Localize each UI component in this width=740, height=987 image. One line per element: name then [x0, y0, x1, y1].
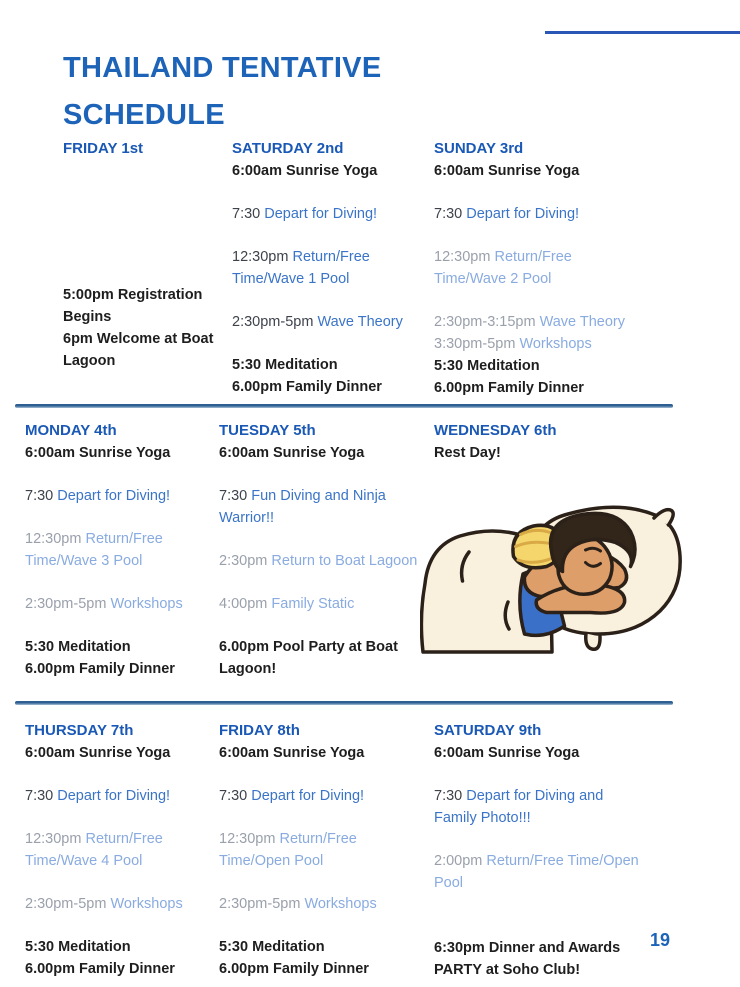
schedule-entry	[434, 311, 639, 333]
schedule-entry	[434, 442, 696, 464]
entry-time: 3:30pm-5pm	[434, 336, 516, 352]
entry-activity: Depart for Diving!	[57, 488, 171, 504]
schedule-entry	[219, 742, 415, 764]
day-header: FRIDAY 8th	[219, 722, 300, 739]
schedule-entry	[434, 246, 639, 290]
entry-time: 12:30pm	[219, 831, 276, 847]
schedule-entry	[25, 742, 217, 764]
entry-time: 2:30pm-5pm	[219, 896, 301, 912]
schedule-entry	[25, 485, 217, 507]
day-header: SUNDAY 3rd	[434, 140, 524, 157]
entry-time: 2:30pm-5pm	[25, 596, 107, 612]
entry-activity: Family Dinner	[273, 961, 369, 977]
entry-time: 5:00pm	[63, 287, 114, 303]
day-friday-1st	[63, 138, 228, 372]
schedule-entry	[25, 658, 217, 680]
entry-time: 6:00am	[219, 445, 269, 461]
entry-time: 6:00am	[25, 745, 75, 761]
entry-activity: Welcome at Boat Lagoon	[63, 331, 214, 369]
entry-activity: Family Dinner	[79, 661, 175, 677]
schedule-entry	[219, 828, 415, 872]
day-thursday-7th	[25, 720, 217, 980]
entry-time: 6:30pm	[434, 940, 485, 956]
entry-activity: Pool Party at Boat Lagoon!	[219, 639, 398, 677]
entry-activity: Sunrise Yoga	[273, 745, 365, 761]
entry-activity: Wave Theory	[317, 314, 403, 330]
day-entries	[434, 160, 639, 399]
entry-time: 2:00pm	[434, 853, 483, 869]
day-header: SATURDAY 2nd	[232, 140, 344, 157]
schedule-entry	[25, 828, 217, 872]
entry-time: 7:30	[219, 788, 248, 804]
schedule-entry	[25, 593, 217, 615]
schedule-entry	[25, 893, 217, 915]
schedule-entry	[25, 636, 217, 658]
schedule-entry	[232, 203, 428, 225]
row-divider	[15, 701, 673, 705]
schedule-entry	[219, 785, 415, 807]
entry-activity: Sunrise Yoga	[79, 745, 171, 761]
entry-time: 6.00pm	[219, 961, 269, 977]
day-friday-8th	[219, 720, 415, 980]
entry-activity: Meditation	[252, 939, 325, 955]
schedule-entry	[219, 893, 415, 915]
day-saturday-9th	[434, 720, 646, 981]
schedule-entry	[25, 528, 217, 572]
day-sunday-3rd	[434, 138, 639, 399]
entry-activity: Meditation	[58, 639, 131, 655]
schedule-entry	[25, 442, 217, 464]
entry-activity: Fun Diving and Ninja Warrior!!	[219, 488, 386, 526]
entry-time: 2:30pm-5pm	[25, 896, 107, 912]
entry-time: 6.00pm	[434, 380, 484, 396]
entry-activity: Sunrise Yoga	[488, 163, 580, 179]
entry-activity: Family Dinner	[488, 380, 584, 396]
entry-activity: Sunrise Yoga	[488, 745, 580, 761]
entry-time: 4:00pm	[219, 596, 268, 612]
schedule-entry	[232, 246, 428, 290]
day-entries	[434, 442, 696, 464]
entry-time: 7:30	[219, 488, 248, 504]
day-header: THURSDAY 7th	[25, 722, 134, 739]
schedule-entry	[219, 485, 423, 529]
day-wednesday-6th	[434, 420, 696, 656]
entry-time: 6.00pm	[219, 639, 269, 655]
entry-activity: Rest Day!	[434, 445, 501, 461]
entry-activity: Sunrise Yoga	[273, 445, 365, 461]
entry-activity: Return/Free Time/Open Pool	[219, 831, 357, 869]
sleeping-person-illustration	[420, 476, 690, 656]
day-header: SATURDAY 9th	[434, 722, 542, 739]
day-header: MONDAY 4th	[25, 422, 117, 439]
schedule-entry	[434, 785, 646, 829]
day-header: FRIDAY 1st	[63, 140, 144, 157]
entry-time: 6.00pm	[232, 379, 282, 395]
entry-activity: Depart for Diving!	[251, 788, 365, 804]
schedule-entry	[434, 377, 639, 399]
entry-time: 7:30	[434, 788, 463, 804]
day-header: TUESDAY 5th	[219, 422, 316, 439]
entry-activity: Workshops	[110, 896, 183, 912]
schedule-entry	[232, 376, 428, 398]
schedule-entry	[434, 937, 646, 981]
entry-time: 6:00am	[232, 163, 282, 179]
schedule-entry	[434, 742, 646, 764]
entry-time: 12:30pm	[434, 249, 491, 265]
entry-activity: Dinner and Awards PARTY at Soho Club!	[434, 940, 621, 978]
page-number: 19	[650, 930, 671, 950]
day-entries	[219, 742, 415, 980]
day-entries	[434, 742, 646, 981]
page-title: THAILAND TENTATIVE SCHEDULE	[63, 52, 382, 132]
entry-activity: Return/Free Time/Wave 4 Pool	[25, 831, 163, 869]
day-entries	[25, 442, 217, 680]
entry-time: 7:30	[25, 488, 54, 504]
entry-time: 5:30	[232, 357, 262, 373]
day-monday-4th	[25, 420, 217, 680]
entry-time: 6:00am	[25, 445, 75, 461]
day-tuesday-5th	[219, 420, 423, 680]
entry-activity: Return/Free Time/Open Pool	[434, 853, 639, 891]
entry-activity: Depart for Diving!	[466, 206, 580, 222]
entry-time: 6:00am	[434, 745, 484, 761]
entry-time: 6.00pm	[25, 961, 75, 977]
header-rule	[545, 31, 740, 34]
entry-activity: Wave Theory	[539, 314, 626, 330]
entry-activity: Return to Boat Lagoon	[271, 553, 418, 569]
entry-activity: Meditation	[467, 358, 540, 374]
entry-time: 6.00pm	[25, 661, 75, 677]
schedule-entry	[232, 311, 428, 333]
schedule-entry	[434, 355, 639, 377]
schedule-entry	[219, 958, 415, 980]
entry-activity: Registration Begins	[63, 287, 203, 325]
schedule-entry	[219, 550, 423, 572]
entry-time: 5:30	[25, 939, 55, 955]
entry-time: 2:30pm-3:15pm	[434, 314, 536, 330]
entry-activity: Return/Free Time/Wave 1 Pool	[232, 249, 370, 287]
schedule-entry	[25, 785, 217, 807]
row-divider	[15, 404, 673, 408]
entry-time: 7:30	[25, 788, 54, 804]
entry-time: 5:30	[25, 639, 55, 655]
entry-activity: Workshops	[304, 896, 377, 912]
entry-activity: Workshops	[110, 596, 183, 612]
schedule-entry	[434, 333, 639, 355]
entry-activity: Depart for Diving and Family Photo!!!	[434, 788, 604, 826]
entry-activity: Return/Free Time/Wave 2 Pool	[434, 249, 572, 287]
entry-time: 7:30	[232, 206, 261, 222]
schedule-entry	[434, 160, 639, 182]
schedule-entry	[232, 160, 428, 182]
entry-time: 12:30pm	[232, 249, 289, 265]
entry-activity: Return/Free Time/Wave 3 Pool	[25, 531, 163, 569]
schedule-entry	[434, 850, 646, 894]
entry-time: 2:30pm-5pm	[232, 314, 314, 330]
schedule-entry	[219, 936, 415, 958]
day-entries	[232, 160, 428, 398]
entry-activity: Sunrise Yoga	[79, 445, 171, 461]
day-header: WEDNESDAY 6th	[434, 422, 557, 439]
entry-activity: Family Dinner	[286, 379, 382, 395]
schedule-entry	[219, 636, 423, 680]
entry-activity: Depart for Diving!	[264, 206, 378, 222]
schedule-entry	[219, 593, 423, 615]
day-saturday-2nd	[232, 138, 428, 398]
schedule-entry	[25, 958, 217, 980]
entry-time: 5:30	[219, 939, 249, 955]
schedule-entry	[25, 936, 217, 958]
entry-time: 12:30pm	[25, 531, 82, 547]
entry-activity: Meditation	[58, 939, 131, 955]
entry-activity: Depart for Diving!	[57, 788, 171, 804]
schedule-entry	[232, 354, 428, 376]
schedule-entry	[63, 284, 228, 328]
schedule-entry	[63, 328, 228, 372]
entry-activity: Sunrise Yoga	[286, 163, 378, 179]
entry-time: 6:00am	[434, 163, 484, 179]
entry-time: 6:00am	[219, 745, 269, 761]
entry-time: 7:30	[434, 206, 463, 222]
entry-time: 5:30	[434, 358, 464, 374]
entry-time: 12:30pm	[25, 831, 82, 847]
day-entries	[25, 742, 217, 980]
entry-time: 2:30pm	[219, 553, 268, 569]
schedule-entry	[219, 442, 423, 464]
entry-activity: Family Dinner	[79, 961, 175, 977]
schedule-entry	[434, 203, 639, 225]
entry-activity: Workshops	[519, 336, 592, 352]
day-entries	[63, 284, 228, 372]
entry-activity: Family Static	[271, 596, 355, 612]
entry-activity: Meditation	[265, 357, 338, 373]
entry-time: 6pm	[63, 331, 93, 347]
day-entries	[219, 442, 423, 680]
